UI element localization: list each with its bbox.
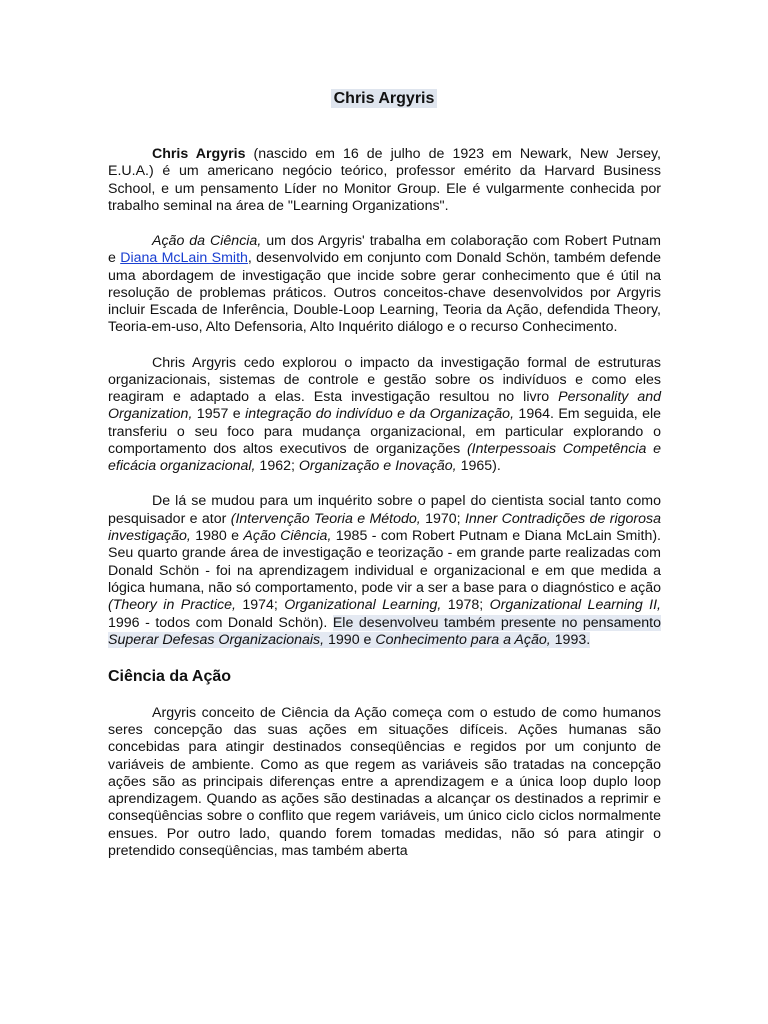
page-title-text: Chris Argyris — [331, 89, 438, 108]
name-bold: Chris Argyris — [152, 146, 246, 162]
intro-text: (nascido em 16 de julho de 1923 em Newark, New Jersey, E.U.A.) é um americano negócio teórico, professor emérito da Harvard Business School, e um pensamento Líder no Monitor Group. Ele é vulgarmente conhecida por trabalho seminal na área de "Learning Organizations". — [108, 146, 661, 214]
italic-text: Organizational Learning, — [284, 597, 442, 614]
italic-text: Organização e Inovação, — [298, 458, 457, 475]
text-run: Chris Argyris cedo explorou o impacto da investigação formal de estruturas organizacionais, sistemas de controle e gestão sobre os indivíduos e como eles reagiram e adaptado a elas. Esta investigação resultou no livro — [108, 354, 661, 406]
text-run: 1996 - todos com Donald Schön). — [108, 614, 333, 631]
text-run: 1990 e — [324, 631, 376, 648]
italic-text: (Intervenção Teoria e Método, — [230, 510, 421, 527]
italic-text: Organizational Learning II, — [489, 597, 662, 614]
text-run: Ele desenvolveu também presente no pensamento — [332, 614, 661, 631]
page-title — [0, 88, 768, 110]
paragraph-action-science-concept: Argyris conceito de Ciência da Ação começa com o estudo de como humanos seres concepção das suas ações em situações difíceis. Ações humanas são concebidas para atingir destinados conseqüências e regidos por um conjunto de variáveis de ambiente. Como as que regem as variáveis são tratadas na concepção ações são as principais diferenças entre a aprendizagem e a única loop duplo loop aprendizagem. Quando as ações são destinadas a alcançar os destinados a reprimir e conseqüências sobre o conflito que regem variáveis, um único ciclo ciclos normalmente ensues. Por outro lado, quando forem tomadas medidas, não só para atingir o pretendido conseqüências, mas também aberta — [108, 704, 661, 860]
italic-text: Inner Contradições de rigorosa investigação, — [108, 510, 662, 545]
text-run: um dos Argyris' trabalha em colaboração com Robert Putnam e — [108, 232, 662, 267]
document-body — [108, 146, 661, 878]
text-run: 1965). — [456, 458, 501, 475]
paragraph-intro — [108, 146, 661, 215]
section-heading: Ciência da Ação — [108, 667, 232, 685]
text-run: , desenvolvido em conjunto com Donald Schön, também defende uma abordagem de investigação que incide sobre gerar conhecimento que é útil na resolução de problemas práticos. Outros conceitos-chave desenvolvidos por Argyris incluir Escada de Inferência, Double-Loop Learning, Teoria da Ação, defendida Theory, Teoria-em-uso, Alto Defensoria, Alto Inquérito diálogo e o recurso Conhecimento. — [108, 250, 661, 336]
italic-text: Superar Defesas Organizacionais, — [108, 631, 325, 648]
italic-text: (Theory in Practice, — [108, 597, 236, 614]
text-run: 1978; — [441, 597, 490, 614]
text-run: 1957 e — [192, 406, 246, 423]
italic-text: integração do indivíduo e da Organização, — [245, 406, 515, 423]
paragraph-early-research — [108, 355, 661, 476]
italic-text: Ação da Ciência, — [152, 232, 262, 249]
italic-text: Conhecimento para a Ação, — [375, 631, 551, 648]
text-run: 1964. Em seguida, ele transferiu o seu foco para mudança organizacional, em particular explorando o comportamento dos altos executivos de organizações — [108, 406, 662, 458]
text-run: De lá se mudou para um inquérito sobre o papel do cientista social tanto como pesquisador e ator — [108, 493, 661, 527]
text-run: 1974; — [235, 597, 285, 614]
text-run: 1985 - com Robert Putnam e Diana McLain Smith). Seu quarto grande área de investigação e teorização - em grande parte realizadas com Donald Schön - foi na aprendizagem individual e organizacional e em que medida a lógica humana, não só comportamento, pode vir a ser a base para o diagnóstico e ação — [108, 528, 661, 596]
paragraph-later-research — [108, 493, 661, 649]
italic-text: Personality and Organization, — [108, 389, 661, 423]
text-run: 1980 e — [190, 528, 244, 545]
diana-mclain-smith-link[interactable]: Diana McLain Smith — [120, 250, 248, 267]
italic-text: (Interpessoais Competência e eficácia organizacional, — [108, 441, 661, 475]
text-run: 1962; — [255, 458, 299, 475]
text-run: 1993. — [550, 631, 591, 648]
text-run: 1970; — [420, 510, 465, 527]
paragraph-action-science — [108, 233, 661, 337]
italic-text: Ação Ciência, — [243, 528, 332, 545]
